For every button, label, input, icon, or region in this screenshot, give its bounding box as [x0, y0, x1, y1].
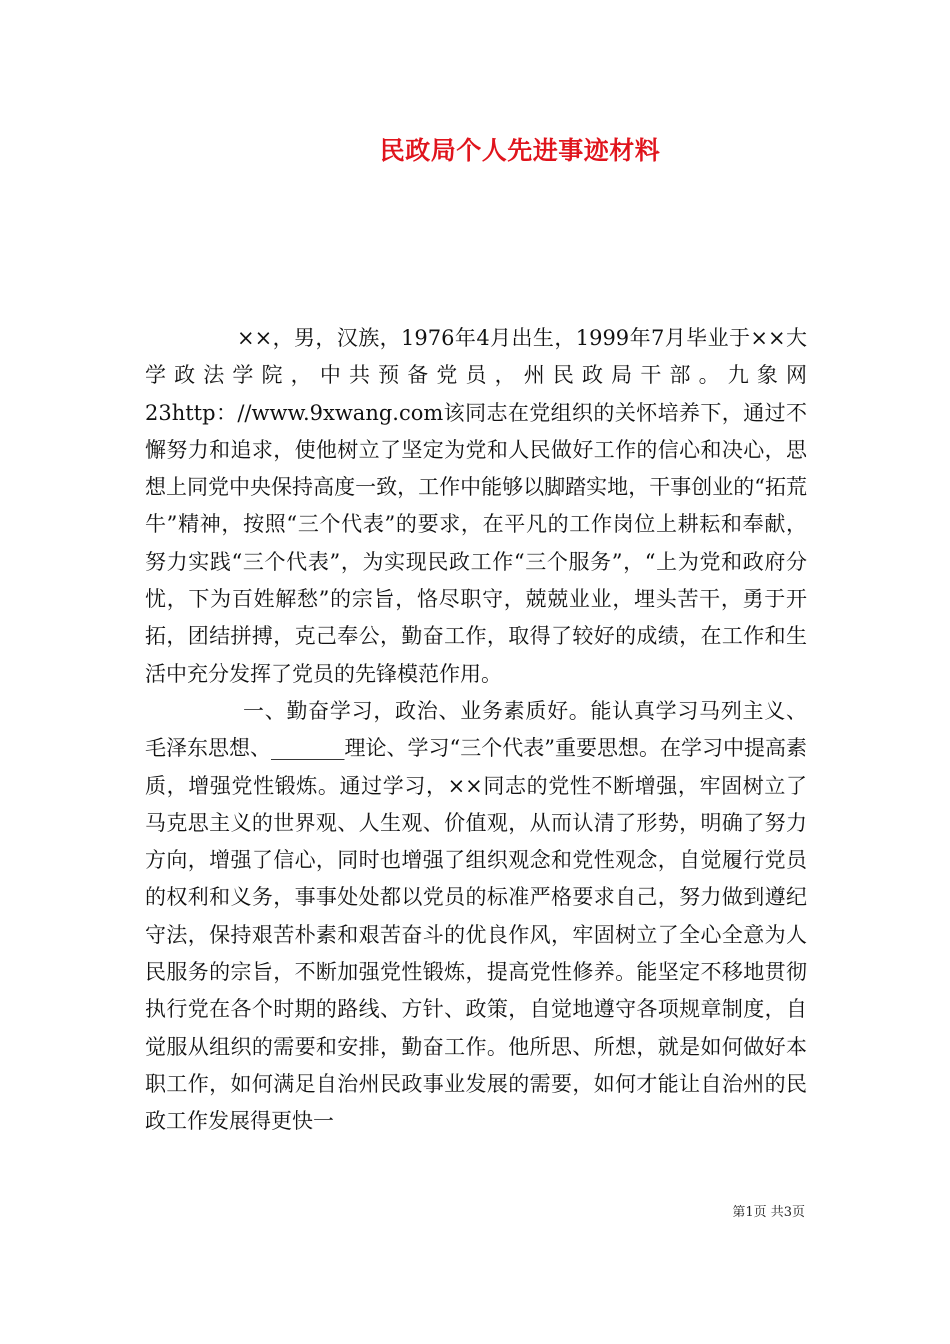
document-title: 民政局个人先进事迹材料: [379, 136, 661, 165]
paragraph-section-one: 一、勤奋学习，政治、业务素质好。能认真学习马列主义、毛泽东思想、_______理论、学习“三个代表”重要思想。在学习中提高素质，增强党性锻炼。通过学习，××同志的党性不断增强，牢固树立了马克思主义的世界观、人生观、价值观，从而认清了形势，明确了努力方向，增强了信心，同时也增强了组织观念和党性观念，自觉履行党员的权利和义务，事事处处都以党员的标准严格要求自己，努力做到遵纪守法，保持艰苦朴素和艰苦奋斗的优良作风，牢固树立了全心全意为人民服务的宗旨，不断加强党性锻炼，提高党性修养。能坚定不移地贯彻执行党在各个时期的路线、方针、政策，自觉地遵守各项规章制度，自觉服从组织的需要和安排，勤奋工作。他所思、所想，就是如何做好本职工作，如何满足自治州民政事业发展的需要，如何才能让自治州的民政工作发展得更快一: [145, 698, 807, 1134]
page-number-footer: 第1页 共3页: [732, 1205, 805, 1220]
document-body: [145, 320, 807, 1141]
paragraph-intro: ××，男，汉族，1976年4月出生，1999年7月毕业于××大学政法学院，中共预备党员，州民政局干部。九象网23http：//www.9xwang.com该同志在党组织的关怀培养下，通过不懈努力和追求，使他树立了坚定为党和人民做好工作的信心和决心，思想上同党中央保持高度一致，工作中能够以脚踏实地，干事创业的“拓荒牛”精神，按照“三个代表”的要求，在平凡的工作岗位上耕耘和奉献，努力实践“三个代表”，为实现民政工作“三个服务”，“上为党和政府分忧，下为百姓解愁”的宗旨，恪尽职守，兢兢业业，埋头苦干，勇于开拓，团结拼搏，克己奉公，勤奋工作，取得了较好的成绩，在工作和生活中充分发挥了党员的先锋模范作用。: [145, 326, 807, 686]
